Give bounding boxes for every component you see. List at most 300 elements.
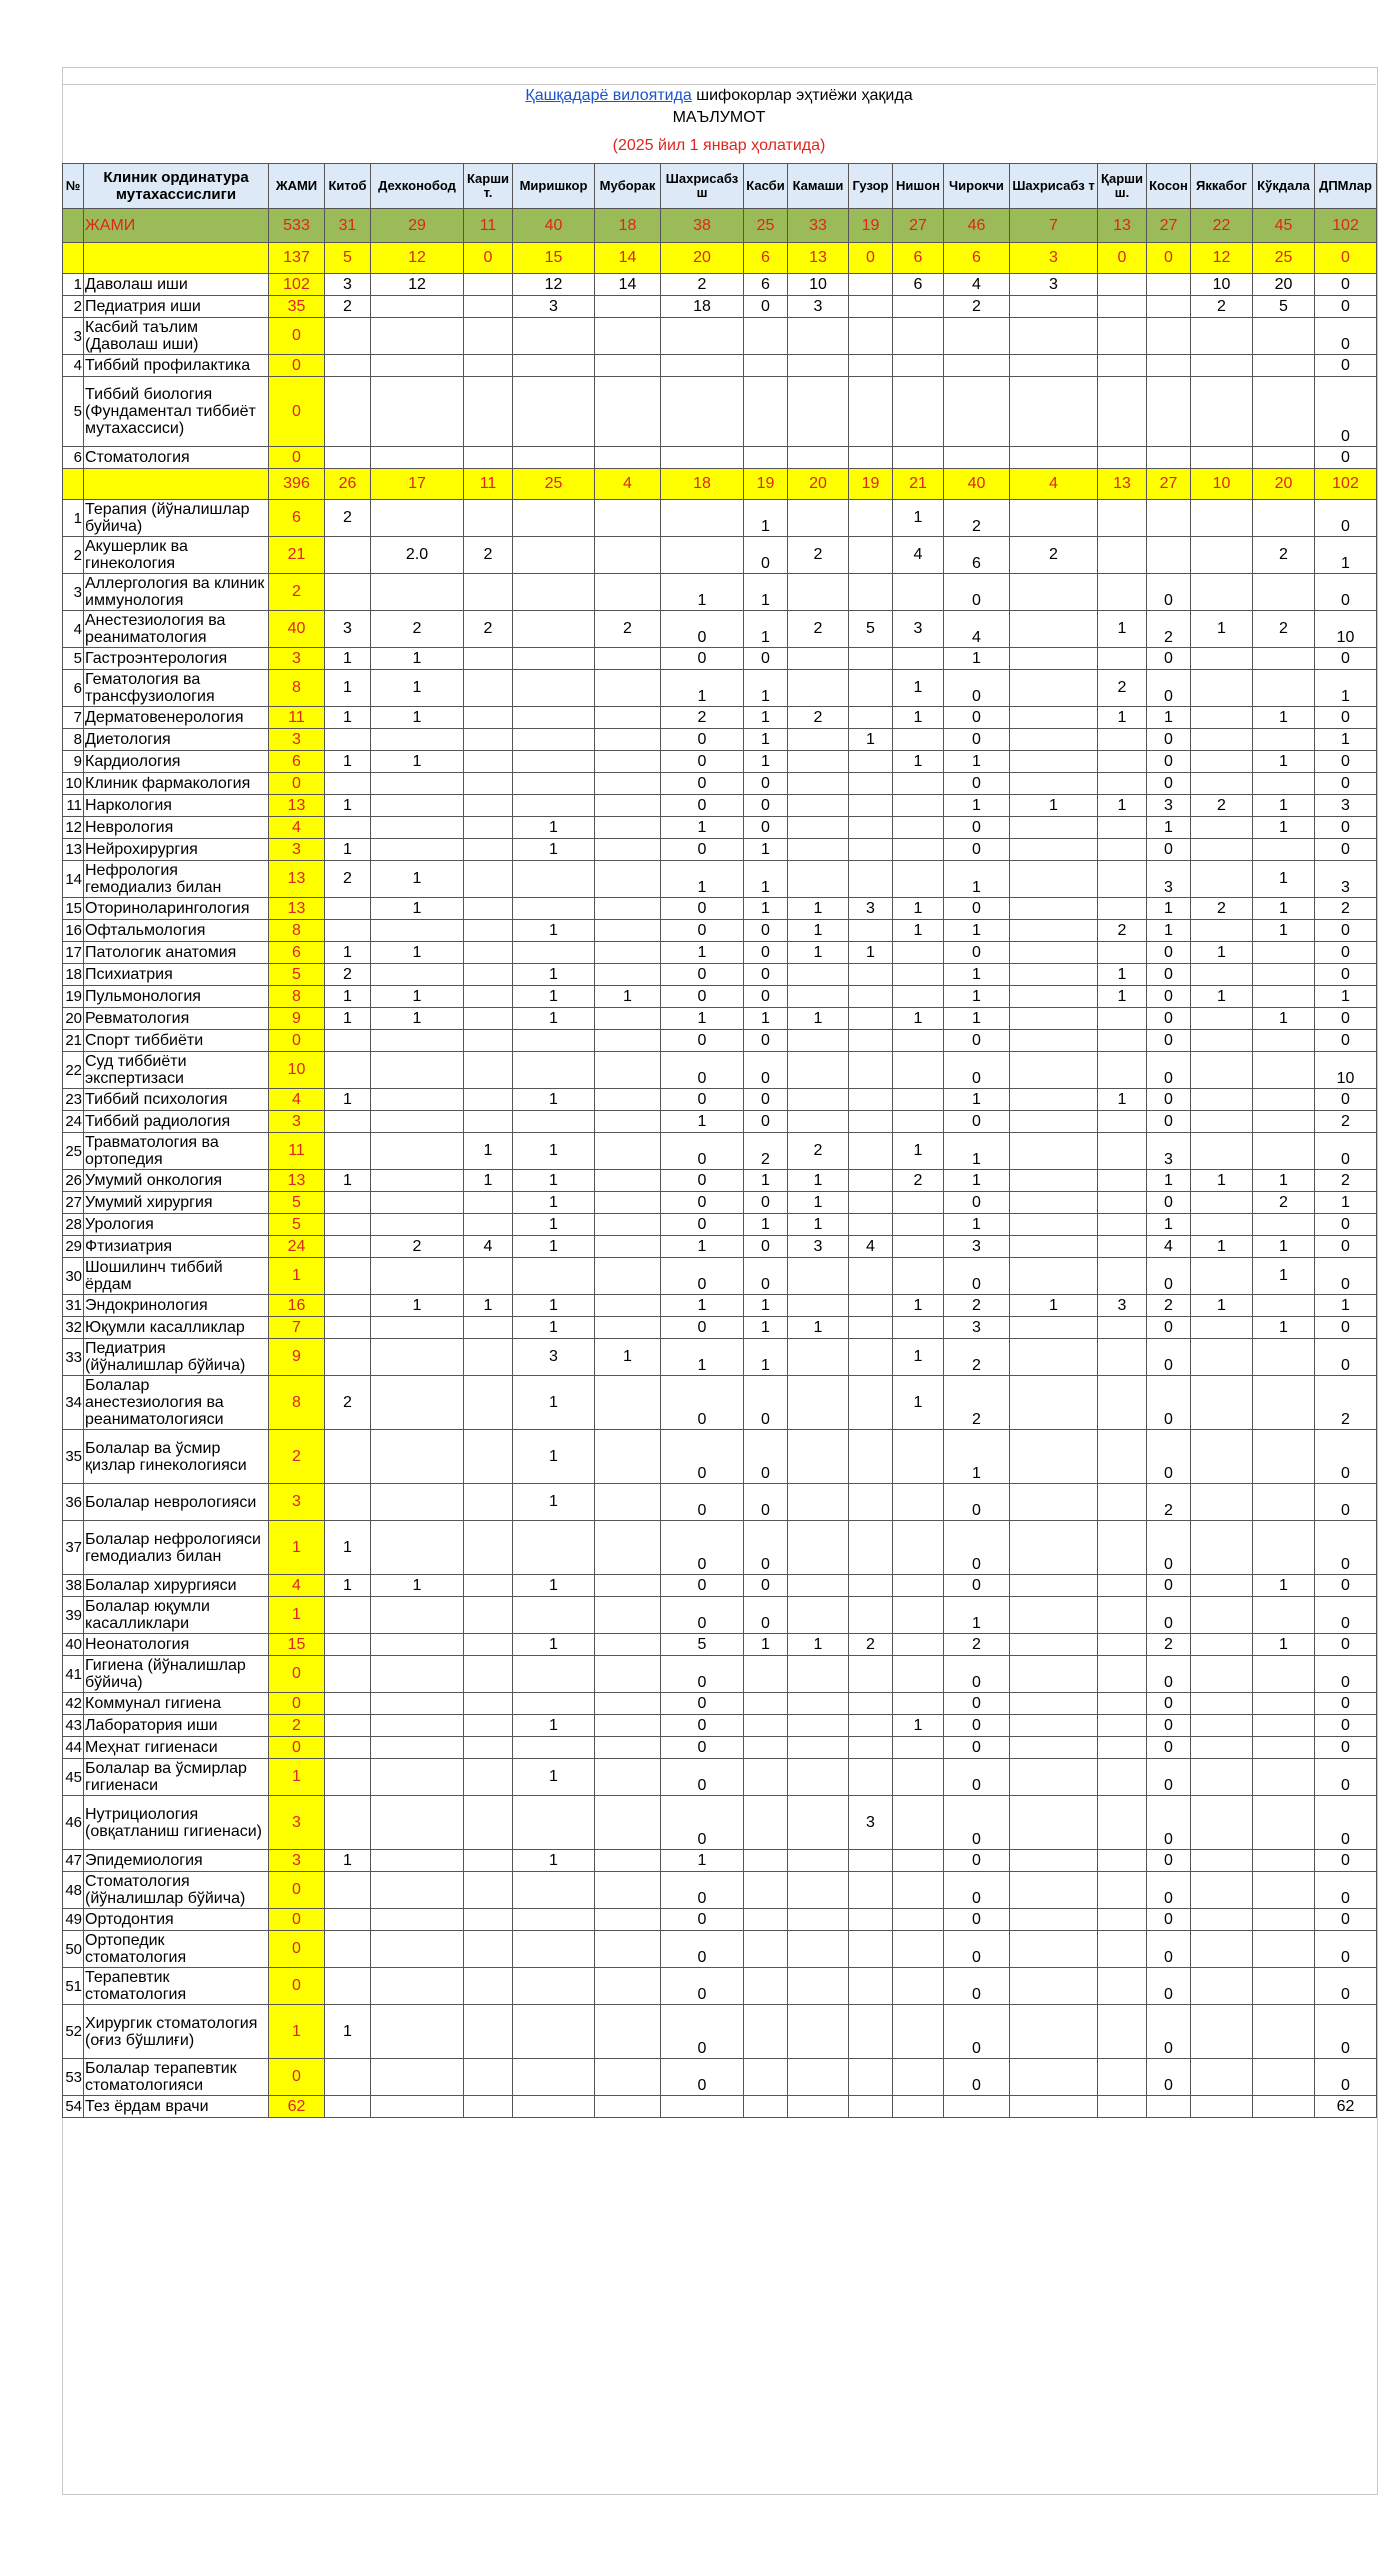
value-cell: 1 — [325, 670, 371, 707]
value-cell: 2 — [788, 537, 849, 574]
value-cell: 1 — [513, 920, 595, 942]
value-cell — [595, 1008, 661, 1030]
value-cell — [849, 1258, 893, 1295]
value-cell — [1010, 2096, 1098, 2118]
value-cell — [788, 986, 849, 1008]
value-cell — [464, 817, 513, 839]
value-cell — [893, 1872, 944, 1909]
value-cell: 0 — [661, 1737, 744, 1759]
value-cell: 1 — [513, 1295, 595, 1317]
value-cell — [893, 2059, 944, 2096]
value-cell: 1 — [744, 1339, 788, 1376]
value-cell — [371, 1968, 464, 2005]
subtotal-value: 6 — [893, 243, 944, 274]
value-cell — [1191, 500, 1253, 537]
specialty-name: Аллергология ва клиник иммунология — [84, 574, 269, 611]
specialty-name: Терапевтик стоматология — [84, 1968, 269, 2005]
value-cell — [744, 1909, 788, 1931]
column-header: Камаши — [788, 164, 849, 209]
specialty-name: Терапия (йўналишлар буйича) — [84, 500, 269, 537]
value-cell: 0 — [944, 729, 1010, 751]
value-cell: 1 — [944, 648, 1010, 670]
value-cell — [595, 964, 661, 986]
row-number: 7 — [63, 707, 84, 729]
value-cell: 0 — [1147, 1317, 1191, 1339]
value-cell — [893, 377, 944, 447]
value-cell — [1010, 355, 1098, 377]
value-cell: 0 — [1315, 1317, 1377, 1339]
value-cell: 0 — [944, 1759, 1010, 1796]
value-cell — [464, 377, 513, 447]
value-cell — [893, 1931, 944, 1968]
value-cell: 1 — [325, 1170, 371, 1192]
value-cell — [1098, 1575, 1147, 1597]
value-cell — [513, 1693, 595, 1715]
value-cell — [1098, 2096, 1147, 2118]
value-cell: 3 — [1147, 1133, 1191, 1170]
value-cell: 2 — [944, 500, 1010, 537]
value-cell — [744, 355, 788, 377]
row-number: 39 — [63, 1597, 84, 1634]
value-cell: 0 — [1315, 1931, 1377, 1968]
value-cell — [325, 1693, 371, 1715]
value-cell: 0 — [944, 1030, 1010, 1052]
value-cell: 1 — [513, 1170, 595, 1192]
value-cell: 0 — [944, 773, 1010, 795]
value-cell — [849, 795, 893, 817]
value-cell: 0 — [1147, 1715, 1191, 1737]
value-cell: 1 — [893, 670, 944, 707]
value-cell: 0 — [744, 1030, 788, 1052]
value-cell: 5 — [1253, 296, 1315, 318]
value-cell — [595, 1089, 661, 1111]
value-cell — [893, 1089, 944, 1111]
value-cell — [1191, 1968, 1253, 2005]
value-cell — [1253, 1597, 1315, 1634]
value-cell: 1 — [788, 1192, 849, 1214]
value-cell — [893, 729, 944, 751]
subtotal-value: 18 — [661, 469, 744, 500]
value-cell: 1 — [744, 751, 788, 773]
value-cell — [1253, 1737, 1315, 1759]
value-cell — [325, 1030, 371, 1052]
value-cell — [893, 574, 944, 611]
value-cell — [849, 986, 893, 1008]
total-cell: 13 — [269, 898, 325, 920]
value-cell: 0 — [661, 1796, 744, 1850]
value-cell — [1191, 1111, 1253, 1133]
value-cell — [1098, 1872, 1147, 1909]
value-cell: 1 — [513, 1430, 595, 1484]
value-cell: 1 — [744, 707, 788, 729]
value-cell: 2 — [788, 611, 849, 648]
value-cell: 0 — [661, 1133, 744, 1170]
value-cell: 0 — [1147, 1008, 1191, 1030]
table-row — [63, 1715, 1377, 1737]
value-cell: 1 — [744, 861, 788, 898]
table-row — [63, 707, 1377, 729]
value-cell — [513, 773, 595, 795]
value-cell: 1 — [371, 751, 464, 773]
subtotal-spacer — [84, 469, 269, 500]
value-cell: 0 — [1147, 839, 1191, 861]
value-cell: 2 — [1098, 670, 1147, 707]
value-cell: 0 — [661, 1192, 744, 1214]
row-number: 18 — [63, 964, 84, 986]
value-cell: 0 — [1315, 1258, 1377, 1295]
value-cell: 0 — [1315, 1656, 1377, 1693]
value-cell — [1253, 986, 1315, 1008]
value-cell — [1253, 1693, 1315, 1715]
value-cell — [1010, 707, 1098, 729]
value-cell: 1 — [944, 1133, 1010, 1170]
subtotal-value: 19 — [849, 469, 893, 500]
specialty-name: Тиббий биология (Фундаментал тиббиёт мутахассиси) — [84, 377, 269, 447]
value-cell: 0 — [661, 2005, 744, 2059]
row-number: 44 — [63, 1737, 84, 1759]
total-cell: 4 — [269, 817, 325, 839]
value-cell — [325, 1872, 371, 1909]
value-cell: 0 — [1315, 447, 1377, 469]
value-cell: 10 — [1191, 274, 1253, 296]
value-cell — [788, 1575, 849, 1597]
value-cell — [464, 795, 513, 817]
value-cell — [661, 318, 744, 355]
subtotal-value: 20 — [1253, 469, 1315, 500]
value-cell — [1010, 773, 1098, 795]
specialty-name: Педиатрия иши — [84, 296, 269, 318]
value-cell: 0 — [1315, 1759, 1377, 1796]
total-cell: 0 — [269, 1909, 325, 1931]
value-cell — [1191, 1052, 1253, 1089]
row-number: 5 — [63, 377, 84, 447]
value-cell: 1 — [1191, 611, 1253, 648]
value-cell: 4 — [464, 1236, 513, 1258]
grand-total-value: 45 — [1253, 209, 1315, 243]
row-number: 53 — [63, 2059, 84, 2096]
value-cell — [849, 1339, 893, 1376]
value-cell — [1010, 670, 1098, 707]
total-cell: 0 — [269, 1693, 325, 1715]
total-cell: 7 — [269, 1317, 325, 1339]
value-cell: 0 — [1315, 2005, 1377, 2059]
value-cell: 0 — [661, 2059, 744, 2096]
value-cell: 0 — [661, 964, 744, 986]
value-cell — [788, 1052, 849, 1089]
value-cell — [595, 1170, 661, 1192]
value-cell — [1191, 1796, 1253, 1850]
value-cell — [661, 2096, 744, 2118]
value-cell: 1 — [1147, 1214, 1191, 1236]
value-cell — [849, 1008, 893, 1030]
value-cell — [849, 1521, 893, 1575]
value-cell — [464, 1030, 513, 1052]
value-cell — [1253, 500, 1315, 537]
value-cell — [1253, 2096, 1315, 2118]
value-cell: 0 — [1147, 1192, 1191, 1214]
row-number: 5 — [63, 648, 84, 670]
value-cell: 0 — [1147, 1759, 1191, 1796]
value-cell: 0 — [661, 729, 744, 751]
value-cell — [1098, 377, 1147, 447]
column-header: Яккабог — [1191, 164, 1253, 209]
value-cell — [1010, 611, 1098, 648]
value-cell — [325, 355, 371, 377]
value-cell: 1 — [1315, 537, 1377, 574]
value-cell — [1191, 2059, 1253, 2096]
value-cell — [513, 898, 595, 920]
value-cell — [849, 707, 893, 729]
value-cell: 0 — [1315, 964, 1377, 986]
value-cell — [464, 1850, 513, 1872]
value-cell: 0 — [744, 1521, 788, 1575]
value-cell: 1 — [744, 1295, 788, 1317]
table-row — [63, 447, 1377, 469]
specialty-name: Патологик анатомия — [84, 942, 269, 964]
grand-total-value: 46 — [944, 209, 1010, 243]
value-cell: 0 — [1147, 1796, 1191, 1850]
value-cell — [1147, 355, 1191, 377]
value-cell: 1 — [661, 1008, 744, 1030]
value-cell — [788, 861, 849, 898]
value-cell — [325, 1236, 371, 1258]
value-cell — [513, 2059, 595, 2096]
value-cell: 0 — [1315, 1872, 1377, 1909]
total-cell: 13 — [269, 861, 325, 898]
subtotal-value: 4 — [1010, 469, 1098, 500]
value-cell — [595, 537, 661, 574]
value-cell: 6 — [744, 274, 788, 296]
value-cell — [788, 670, 849, 707]
value-cell: 1 — [944, 1089, 1010, 1111]
subtotal-value: 11 — [464, 469, 513, 500]
value-cell — [1098, 1931, 1147, 1968]
value-cell — [1191, 355, 1253, 377]
value-cell: 0 — [661, 1089, 744, 1111]
value-cell: 0 — [1147, 1737, 1191, 1759]
value-cell: 2 — [1147, 1295, 1191, 1317]
specialty-name: Тез ёрдам врачи — [84, 2096, 269, 2118]
table-row — [63, 1759, 1377, 1796]
row-number: 26 — [63, 1170, 84, 1192]
value-cell — [1098, 274, 1147, 296]
value-cell — [464, 1258, 513, 1295]
value-cell — [744, 1872, 788, 1909]
subtotal-value: 14 — [595, 243, 661, 274]
value-cell — [595, 1317, 661, 1339]
total-cell: 11 — [269, 707, 325, 729]
table-row — [63, 377, 1377, 447]
value-cell: 1 — [325, 942, 371, 964]
column-header: Гузор — [849, 164, 893, 209]
value-cell: 0 — [944, 817, 1010, 839]
value-cell — [1191, 1759, 1253, 1796]
row-number: 40 — [63, 1634, 84, 1656]
value-cell — [325, 1111, 371, 1133]
row-number: 27 — [63, 1192, 84, 1214]
value-cell — [371, 355, 464, 377]
value-cell: 1 — [661, 670, 744, 707]
total-cell: 5 — [269, 1192, 325, 1214]
value-cell: 1 — [325, 707, 371, 729]
value-cell — [513, 648, 595, 670]
value-cell — [1191, 1909, 1253, 1931]
value-cell — [849, 2096, 893, 2118]
value-cell — [464, 1968, 513, 2005]
value-cell: 1 — [513, 1715, 595, 1737]
value-cell — [1253, 1133, 1315, 1170]
subtotal-value: 4 — [595, 469, 661, 500]
value-cell — [1010, 839, 1098, 861]
value-cell — [464, 751, 513, 773]
specialty-name: Неврология — [84, 817, 269, 839]
value-cell: 1 — [513, 964, 595, 986]
value-cell — [1010, 898, 1098, 920]
value-cell — [849, 839, 893, 861]
specialty-name: Анестезиология ва реаниматология — [84, 611, 269, 648]
value-cell — [371, 1192, 464, 1214]
value-cell — [849, 1737, 893, 1759]
value-cell — [325, 1737, 371, 1759]
value-cell — [1010, 1597, 1098, 1634]
region-link[interactable]: Қашқадарё вилоятида — [525, 87, 692, 104]
value-cell — [1010, 1931, 1098, 1968]
total-cell: 15 — [269, 1634, 325, 1656]
value-cell — [788, 817, 849, 839]
value-cell — [464, 2059, 513, 2096]
table-row — [63, 1052, 1377, 1089]
value-cell — [595, 296, 661, 318]
value-cell: 0 — [1315, 1236, 1377, 1258]
value-cell: 0 — [944, 1192, 1010, 1214]
value-cell: 1 — [1253, 707, 1315, 729]
value-cell: 0 — [1315, 1430, 1377, 1484]
value-cell — [595, 1575, 661, 1597]
total-cell: 9 — [269, 1339, 325, 1376]
value-cell — [513, 574, 595, 611]
value-cell: 4 — [893, 537, 944, 574]
row-number: 17 — [63, 942, 84, 964]
value-cell — [1191, 729, 1253, 751]
subtotal-row — [63, 469, 1377, 500]
value-cell — [1010, 729, 1098, 751]
table-row — [63, 986, 1377, 1008]
value-cell: 3 — [1147, 861, 1191, 898]
value-cell — [1191, 574, 1253, 611]
value-cell — [788, 1737, 849, 1759]
value-cell — [464, 773, 513, 795]
value-cell — [849, 920, 893, 942]
value-cell — [371, 1214, 464, 1236]
value-cell: 1 — [893, 898, 944, 920]
column-header: Қарши ш. — [1098, 164, 1147, 209]
value-cell — [849, 1484, 893, 1521]
value-cell — [371, 1796, 464, 1850]
table-row — [63, 898, 1377, 920]
value-cell: 1 — [464, 1133, 513, 1170]
value-cell: 1 — [513, 1089, 595, 1111]
value-cell — [1191, 1430, 1253, 1484]
total-cell: 0 — [269, 773, 325, 795]
value-cell — [595, 1909, 661, 1931]
value-cell — [788, 964, 849, 986]
value-cell — [1098, 1484, 1147, 1521]
value-cell: 0 — [944, 1575, 1010, 1597]
value-cell: 1 — [1191, 986, 1253, 1008]
value-cell — [325, 817, 371, 839]
value-cell — [325, 2096, 371, 2118]
value-cell: 1 — [513, 986, 595, 1008]
subtotal-value: 17 — [371, 469, 464, 500]
column-header: Карши т. — [464, 164, 513, 209]
value-cell: 0 — [744, 1430, 788, 1484]
value-cell — [513, 729, 595, 751]
value-cell: 1 — [1010, 795, 1098, 817]
value-cell — [744, 1693, 788, 1715]
value-cell: 0 — [661, 648, 744, 670]
value-cell — [1191, 1715, 1253, 1737]
value-cell: 2 — [595, 611, 661, 648]
value-cell: 0 — [744, 1575, 788, 1597]
value-cell — [513, 1258, 595, 1295]
value-cell — [849, 1052, 893, 1089]
value-cell — [325, 1484, 371, 1521]
value-cell: 6 — [893, 274, 944, 296]
value-cell: 0 — [661, 795, 744, 817]
table-body — [63, 209, 1377, 2118]
value-cell — [849, 500, 893, 537]
value-cell: 1 — [849, 729, 893, 751]
value-cell — [1191, 1317, 1253, 1339]
value-cell — [1191, 751, 1253, 773]
value-cell — [371, 1317, 464, 1339]
value-cell — [1098, 1909, 1147, 1931]
value-cell — [893, 1575, 944, 1597]
specialty-name: Суд тиббиёти экспертизаси — [84, 1052, 269, 1089]
value-cell: 1 — [325, 751, 371, 773]
table-row — [63, 1008, 1377, 1030]
value-cell — [1253, 1796, 1315, 1850]
specialty-name: Болалар ва ўсмир қизлар гинекологияси — [84, 1430, 269, 1484]
specialty-name: Фтизиатрия — [84, 1236, 269, 1258]
total-cell: 6 — [269, 751, 325, 773]
value-cell — [1098, 296, 1147, 318]
column-header: Клиник ординатура мутахассислиги — [84, 164, 269, 209]
value-cell: 2 — [1191, 296, 1253, 318]
value-cell: 0 — [1147, 1850, 1191, 1872]
value-cell: 1 — [595, 1339, 661, 1376]
specialty-name: Умумий онкология — [84, 1170, 269, 1192]
specialty-name: Нейрохирургия — [84, 839, 269, 861]
value-cell — [893, 1693, 944, 1715]
value-cell — [371, 296, 464, 318]
row-number: 32 — [63, 1317, 84, 1339]
value-cell: 2 — [944, 1634, 1010, 1656]
total-cell: 1 — [269, 1597, 325, 1634]
value-cell — [464, 1317, 513, 1339]
value-cell — [849, 1295, 893, 1317]
value-cell — [1010, 1339, 1098, 1376]
value-cell: 0 — [944, 1484, 1010, 1521]
value-cell — [893, 817, 944, 839]
value-cell: 0 — [1315, 1715, 1377, 1737]
value-cell — [1098, 1192, 1147, 1214]
value-cell: 0 — [661, 1597, 744, 1634]
value-cell: 2 — [325, 500, 371, 537]
specialty-name: Офтальмология — [84, 920, 269, 942]
value-cell: 1 — [1147, 920, 1191, 942]
table-row — [63, 1170, 1377, 1192]
